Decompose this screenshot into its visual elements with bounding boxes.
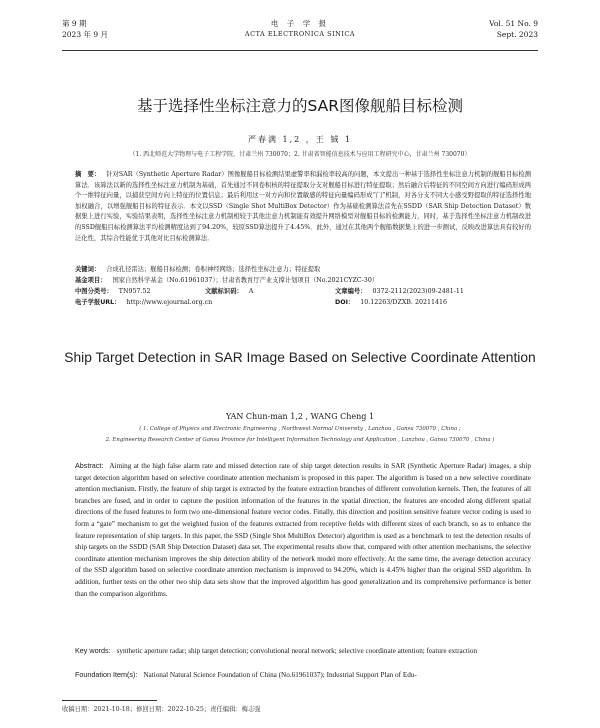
journal-zh: 电 子 学 报 <box>270 19 330 28</box>
en-authors: YAN Chun-man 1,2 , WANG Cheng 1 <box>225 412 375 421</box>
doi-value[interactable]: 10.12263/DZXB. 20211416 <box>360 299 447 306</box>
en-fund <box>75 669 531 682</box>
zh-abstract-text: 针对SAR（Synthetic Aperture Radar）图像舰船目标检测结果虚警率和漏检率较高的问题，本文提出一种基于选择性坐标注意力机制的舰船目标检测算法．该算法以新的选择性坐标注意力机制为基础，首先通过不同卷积核的特征提取分支对舰船目标进行特征提取；然后融合后特征的不同空间方向进行编码形成两个一维特征向量，以捕获空间方向上特征的位置信息；最后利用这一对方向和位置敏感的特征向量编码形成“门”机制，对各分支不同大小感受野提取的特征选择性地加权融合，以增强舰船目标的特征表示．本文以SSD（Single Shot MultiBox Detector）作为基础检测算法首先在SSDD（SAR Ship Detection Dataset）数据集上进行实验，实验结果表明，选择性坐标注意力机制相较于其他注意力机制能有效提升网络模型对舰船目标的检测能力，同时，基于选择性坐标注意力机制改进的SSD舰船目标检测算法平均检测精度达到了94.20%，较原SSD算法提升了4.45%．此外，通过在其他两个舰船数据集上的进一步测试，反映改进算法具有较好的泛化性，其综合性能优于其他对比目标检测算法． <box>75 171 531 242</box>
zh-affiliation: （1. 西北师范大学物理与电子工程学院，甘肃兰州 730070；2. 甘肃省智能信息技术与应用工程研究中心，甘肃兰州 730070） <box>129 151 471 158</box>
zh-fund-text: 国家自然科学基金（No.61961037）；甘肃省教育厅产业支撑计划项目（No.2021CYZC-30） <box>112 277 379 284</box>
en-keywords-text: synthetic aperture radar; ship target detection; convolutional neural network; selective coordinate attention; feature extraction <box>116 647 478 655</box>
issue-zh: 第 9 期 <box>62 19 87 28</box>
zh-fund-label: 基金项目： <box>75 277 107 284</box>
en-fund-text: National Natural Science Foundation of China (No.61961037); Industrial Support Plan of Edu- <box>143 671 417 679</box>
en-title: Ship Target Detection in SAR Image Based on Selective Coordinate Attention <box>64 350 536 365</box>
en-keywords <box>75 645 531 658</box>
volume: Vol. 51 No. 9 <box>489 19 538 28</box>
zh-url-row <box>75 298 531 309</box>
url-label: 电子学报URL： <box>75 299 121 306</box>
footnote-rule <box>62 700 157 701</box>
en-keywords-label: Key words: <box>75 646 111 655</box>
article-no-value: 0372-2112(2023)09-2481-11 <box>372 288 464 295</box>
zh-keywords <box>75 265 531 276</box>
zh-fund <box>75 276 531 287</box>
en-abstract-label: Abstract: <box>75 461 104 470</box>
doc-code-value: A <box>248 288 254 295</box>
running-header <box>62 18 538 48</box>
zh-keywords-text: 合成孔径雷达；舰船目标检测；卷积神经网络；选择性坐标注意力；特征提取 <box>106 266 321 273</box>
zh-authors: 严春满 1,2 ，王 铖 1 <box>248 135 352 144</box>
en-affiliation-2: 2. Engineering Research Center of Gansu Province for Intelligent Information Technology and Application , Lanzhou , Gansu 730070 , China ) <box>105 437 495 443</box>
doi-label: DOI： <box>335 299 355 306</box>
zh-abstract <box>75 170 531 244</box>
en-affiliation <box>30 424 570 446</box>
journal-url-link[interactable]: http://www.ejournal.org.cn <box>126 299 213 306</box>
article-no-label: 文章编号： <box>335 288 367 295</box>
received-dates: 收稿日期：2021-10-18；修回日期：2022-10-25；责任编辑：梅志强 <box>62 706 261 713</box>
doc-code-label: 文献标识码： <box>205 288 243 295</box>
journal-en: ACTA ELECTRONICA SINICA <box>244 30 356 38</box>
header-rule <box>62 50 538 51</box>
zh-keywords-label: 关键词： <box>75 266 101 273</box>
header-center <box>62 18 538 40</box>
clc-value: TN957.52 <box>118 288 151 295</box>
zh-title: 基于选择性坐标注意力的SAR图像舰船目标检测 <box>136 97 463 115</box>
en-affiliation-1: ( 1. College of Physics and Electronic Engineering , Northwest Normal University , Lanzhou , Gansu 730070 , China ; <box>139 426 461 432</box>
en-abstract <box>75 460 531 600</box>
zh-classification-row <box>75 287 531 298</box>
header-right <box>489 18 538 40</box>
clc-label: 中图分类号： <box>75 288 113 295</box>
date-zh: 2023 年 9 月 <box>62 30 109 39</box>
en-fund-label: Foundation Item(s): <box>75 670 138 679</box>
date-en: Sept. 2023 <box>496 30 538 39</box>
en-abstract-text: Aiming at the high false alarm rate and missed detection rate of ship target detection results in SAR (Synthetic Aperture Radar) images, a ship target detection algorithm based on selective coordinate attention mechanism is proposed in this paper. The algorithm is based on a new selective coordinate attention mechanism. Firstly, the feature of ship target is extracted by the feature extraction branches of different convolution kernels. Then, the features of all branches are fused, and in order to capture the position information of the features in the spatial direction, the features are encoded along different spatial directions of the fused features to form two one-dimensional feature vector codes. Finally, this direction and position sensitive feature vector coding is used to form a “gate” mechanism to get the weighted fusion of the features extracted from receptive fields with different sizes of each branch, so as to enhance the feature representation of ship targets. In this paper, the SSD (Single Shot MultiBox Detector) algorithm is used as a benchmark to test the detection results of ship targets on the SSDD (SAR Ship Detection Dataset) data set. The experimental results show that, compared with other attention mechanisms, the selective coordinate attention mechanism improves the ship detection ability of the network model more effectively. At the same time, the average detection accuracy of the SSD algorithm based on selective coordinate attention mechanism is improved to 94.20%, which is 4.45% higher than the original SSD algorithm. In addition, further tests on the other two ship data sets show that the improved algorithm has good generalization and its comprehensive performance is better than the comparison algorithms. <box>75 462 531 598</box>
zh-abstract-label: 摘 要： <box>75 171 101 178</box>
